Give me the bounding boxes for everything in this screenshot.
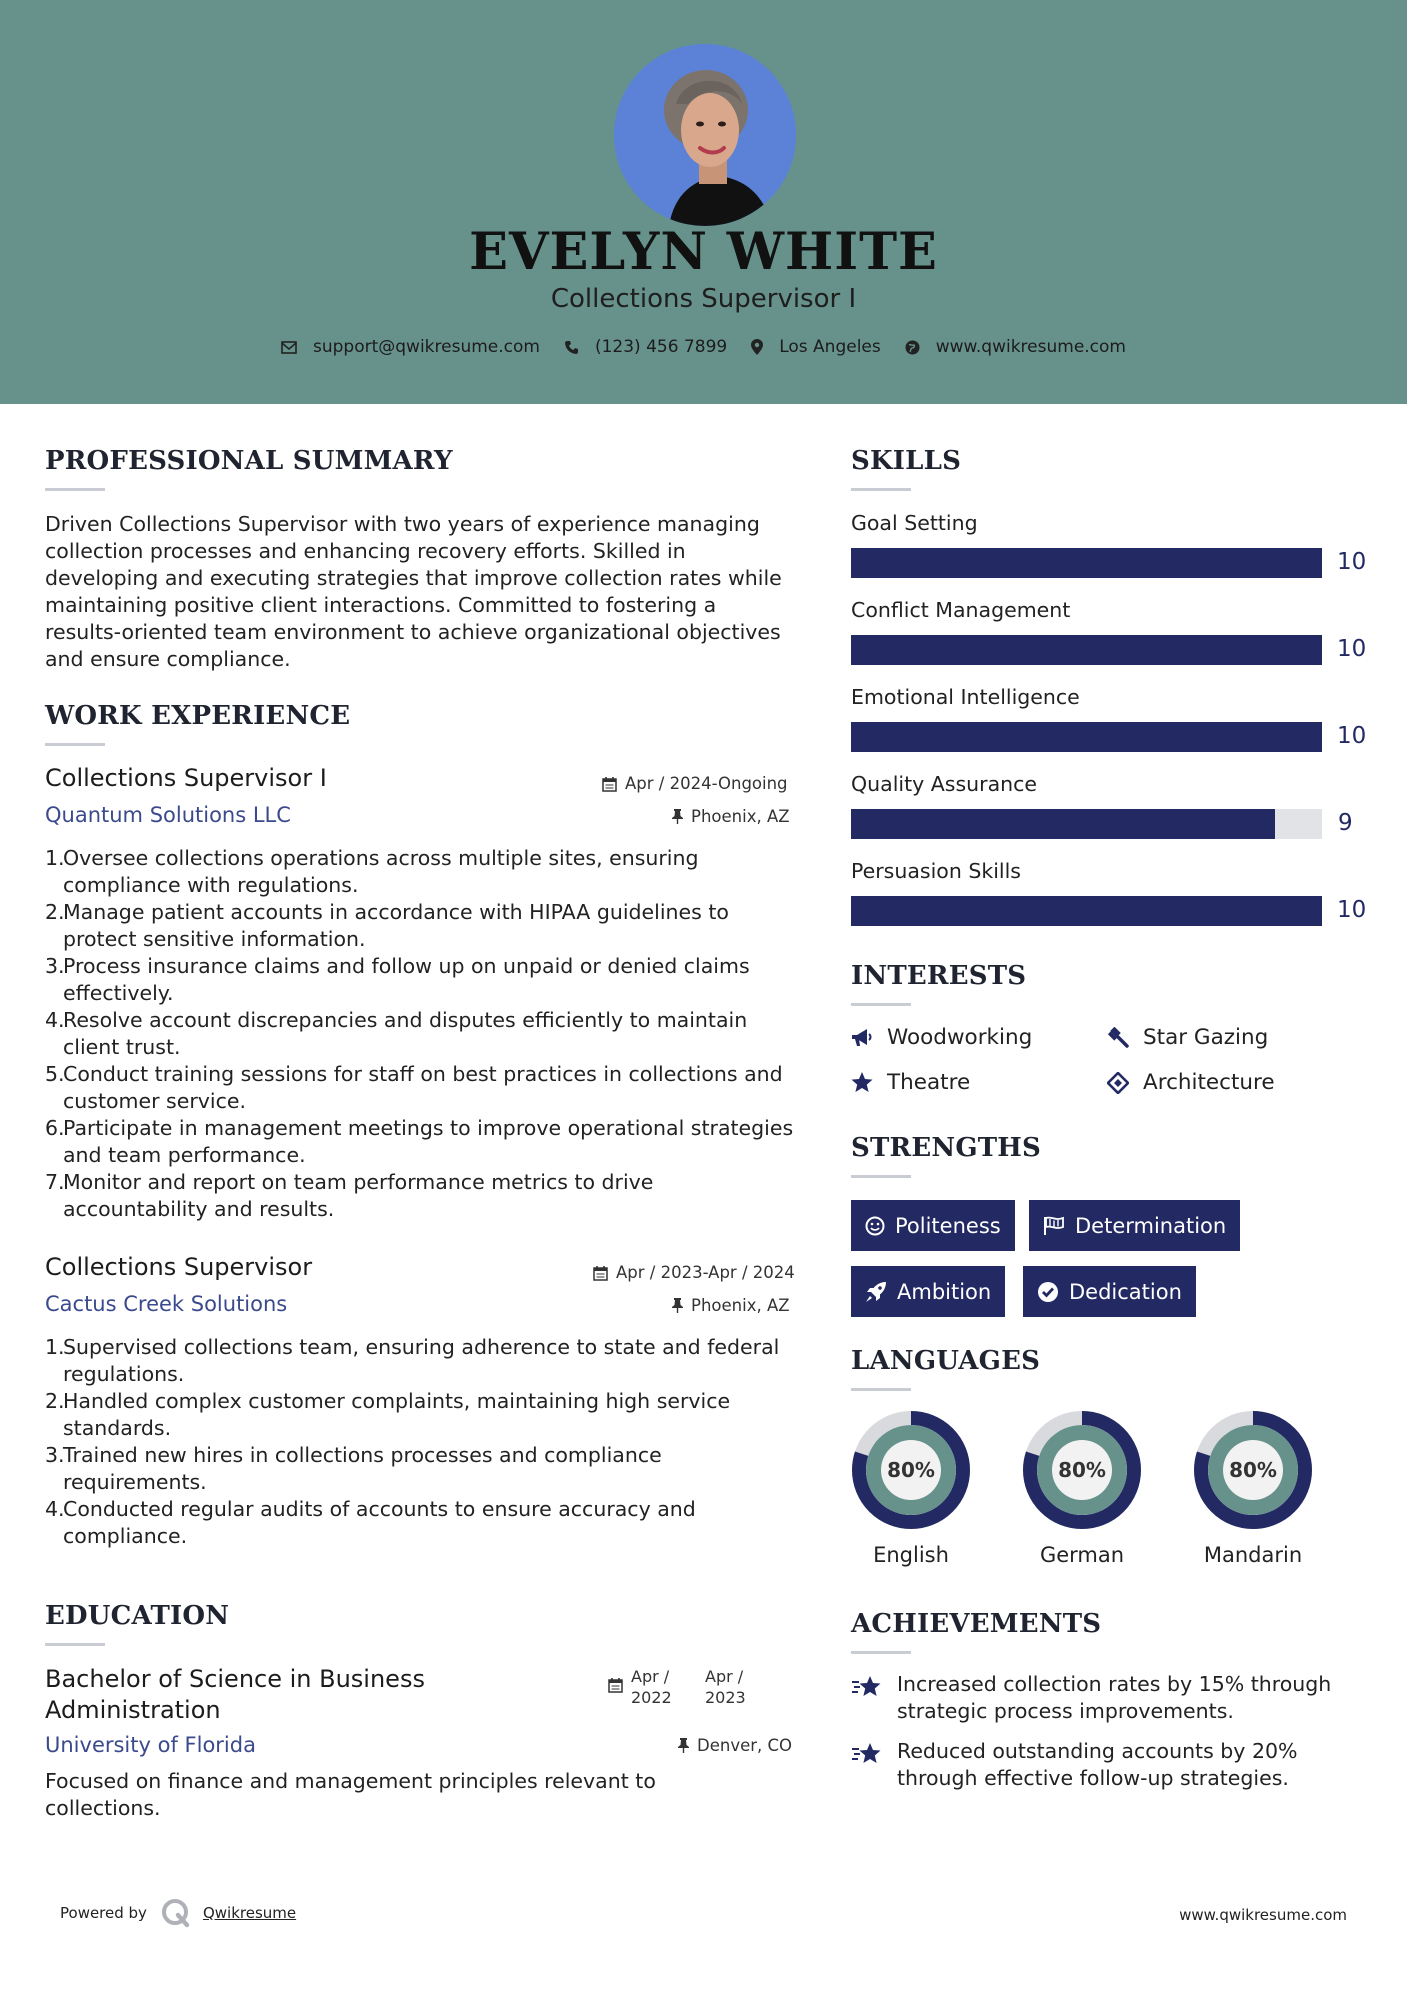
profile-photo [614, 44, 796, 226]
skill-bar [851, 722, 1322, 752]
list-item: 4. Conducted regular audits of accounts to ensure accuracy and compliance. [45, 1497, 696, 1548]
interest-item [851, 1025, 1032, 1050]
skill-name: Persuasion Skills [851, 859, 1021, 883]
skill-bar [851, 548, 1322, 578]
skill-name: Quality Assurance [851, 772, 1038, 796]
megaphone-icon [851, 1028, 873, 1048]
languages-divider [851, 1388, 911, 1391]
star-icon [851, 1072, 873, 1093]
company-name: Cactus Creek Solutions [45, 1292, 288, 1316]
job-dates [593, 1263, 795, 1282]
flag-icon [1043, 1216, 1065, 1236]
interests-divider [851, 1003, 911, 1006]
degree-title: Bachelor of Science in Business Administration [45, 1665, 425, 1724]
contact-phone-text: (123) 456 7899 [594, 337, 728, 357]
interest-item [1107, 1070, 1275, 1095]
strengths-heading: STRENGTHS [851, 1133, 1042, 1163]
skill-bar-fill [851, 809, 1275, 839]
job-location [672, 807, 790, 826]
education-location [678, 1736, 792, 1755]
language-percent-label: 80% [887, 1458, 935, 1482]
list-item: 3. Process insurance claims and follow up on unpaid or denied claims effectively. [45, 954, 750, 1005]
skill-value: 10 [1337, 636, 1367, 662]
skill-value: 10 [1337, 723, 1367, 749]
list-item: 3. Trained new hires in collections processes and compliance requirements. [45, 1443, 662, 1494]
footer-powered-by [60, 1898, 296, 1928]
job-dates [602, 774, 788, 793]
achievement-text: Reduced outstanding accounts by 20% through effective follow-up strategies. [897, 1739, 1298, 1790]
skill-name: Conflict Management [851, 598, 1071, 622]
interest-label: Woodworking [887, 1025, 1033, 1050]
envelope-icon [281, 341, 297, 354]
language-name: Mandarin [1203, 1543, 1303, 1567]
achievements-divider [851, 1651, 911, 1654]
language-name: German [1039, 1543, 1125, 1567]
education-end: Apr / 2023 [705, 1667, 746, 1707]
skill-value: 10 [1337, 549, 1367, 575]
footer-website[interactable]: www.qwikresume.com [1179, 1906, 1347, 1924]
job-location-text: Phoenix, AZ [691, 807, 790, 826]
gavel-icon [1107, 1027, 1129, 1049]
strength-badge [1029, 1200, 1240, 1251]
skill-bar-fill [851, 548, 1322, 578]
education-dates [608, 1666, 763, 1708]
qwikresume-logo-icon [161, 1898, 191, 1928]
strength-badge [851, 1200, 1015, 1251]
candidate-job-title: Collections Supervisor I [550, 284, 857, 314]
skill-bar-fill [851, 635, 1322, 665]
pushpin-icon [678, 1738, 689, 1753]
skill-name: Goal Setting [851, 511, 978, 535]
calendar-icon [608, 1677, 623, 1693]
interest-item [1107, 1025, 1268, 1050]
contact-bar [0, 337, 1407, 357]
job-location [672, 1296, 790, 1315]
smile-icon [865, 1216, 885, 1236]
achievement-text: Increased collection rates by 15% through strategic process improvements. [897, 1672, 1332, 1723]
job-dates-text: Apr / 2023-Apr / 2024 [616, 1263, 795, 1282]
skill-bar-fill [851, 896, 1322, 926]
candidate-name: EVELYN WHITE [469, 222, 938, 282]
globe-icon [905, 340, 920, 355]
language-name: English [873, 1543, 949, 1567]
powered-by-label: Powered by [60, 1904, 147, 1922]
achievement-item [851, 1738, 1351, 1792]
strength-label: Determination [1075, 1213, 1227, 1238]
interests-heading: INTERESTS [851, 961, 1027, 991]
skill-value: 10 [1337, 897, 1367, 923]
skills-heading: SKILLS [851, 446, 962, 476]
interest-label: Architecture [1143, 1070, 1275, 1095]
job-responsibilities [45, 845, 795, 1223]
strengths-divider [851, 1175, 911, 1178]
education-location-text: Denver, CO [697, 1736, 793, 1755]
skill-name: Emotional Intelligence [851, 685, 1080, 709]
summary-heading: PROFESSIONAL SUMMARY [45, 446, 453, 476]
portrait-illustration [614, 44, 796, 226]
job-responsibilities [45, 1334, 805, 1550]
language-ring [1021, 1409, 1143, 1531]
skill-bar [851, 896, 1322, 926]
calendar-icon [602, 776, 617, 792]
summary-divider [45, 488, 105, 491]
education-divider [45, 1643, 105, 1646]
language-ring [1192, 1409, 1314, 1531]
ticket-icon [1107, 1072, 1129, 1094]
education-start: Apr / 2022 [631, 1667, 672, 1707]
contact-location [751, 337, 881, 357]
contact-website-text: www.qwikresume.com [935, 337, 1126, 357]
trophy-star-icon [851, 1740, 885, 1768]
contact-phone[interactable] [564, 337, 727, 357]
list-item: 2. Handled complex customer complaints, maintaining high service standards. [45, 1389, 731, 1440]
summary-text: Driven Collections Supervisor with two years of experience managing collection processes and enhancing recovery efforts. Skilled in developing and executing strategies that improve collection rates while maintaining positive client interactions. Committed to fostering a results-oriented team environment to achieve organizational objectives and ensure compliance. [45, 512, 782, 671]
education-heading: EDUCATION [45, 1601, 230, 1631]
achievement-item [851, 1671, 1351, 1725]
education-description: Focused on finance and management principles relevant to collections. [45, 1769, 656, 1820]
interest-item [851, 1070, 970, 1095]
interest-label: Star Gazing [1143, 1025, 1269, 1050]
contact-email[interactable] [281, 337, 540, 357]
job-title: Collections Supervisor I [45, 764, 327, 792]
skill-bar [851, 635, 1322, 665]
experience-divider [45, 743, 105, 746]
school-name: University of Florida [45, 1733, 256, 1757]
list-item: 2. Manage patient accounts in accordance with HIPAA guidelines to protect sensitive information. [45, 900, 729, 951]
list-item: 4. Resolve account discrepancies and disputes efficiently to maintain client trust. [45, 1008, 748, 1059]
pushpin-icon [672, 809, 683, 824]
language-percent-label: 80% [1058, 1458, 1106, 1482]
list-item: 7. Monitor and report on team performance metrics to drive accountability and results. [45, 1170, 654, 1221]
check-circle-icon [1037, 1281, 1059, 1303]
skill-value: 9 [1338, 810, 1353, 836]
job-title: Collections Supervisor [45, 1253, 313, 1281]
qwikresume-link[interactable]: Qwikresume [202, 1904, 297, 1922]
experience-heading: WORK EXPERIENCE [45, 701, 351, 731]
list-item: 5. Conduct training sessions for staff on best practices in collections and customer service. [45, 1062, 783, 1113]
map-pin-icon [751, 339, 763, 355]
skill-bar [851, 809, 1322, 839]
job-location-text: Phoenix, AZ [691, 1296, 790, 1315]
pushpin-icon [672, 1298, 683, 1313]
phone-icon [564, 340, 579, 355]
skills-divider [851, 488, 911, 491]
achievements-heading: ACHIEVEMENTS [851, 1609, 1102, 1639]
skill-bar-fill [851, 722, 1322, 752]
interest-label: Theatre [887, 1070, 971, 1095]
strength-label: Dedication [1069, 1279, 1182, 1304]
strength-label: Politeness [895, 1213, 1001, 1238]
contact-email-text: support@qwikresume.com [313, 337, 540, 357]
strength-badge [851, 1266, 1005, 1317]
trophy-star-icon [851, 1673, 885, 1701]
languages-heading: LANGUAGES [851, 1346, 1041, 1376]
language-ring [850, 1409, 972, 1531]
contact-location-text: Los Angeles [779, 337, 881, 357]
list-item: 6. Participate in management meetings to improve operational strategies and team performance. [45, 1116, 794, 1167]
job-dates-text: Apr / 2024-Ongoing [625, 774, 788, 793]
strength-badge [1023, 1266, 1196, 1317]
calendar-icon [593, 1265, 608, 1281]
company-name: Quantum Solutions LLC [45, 803, 291, 827]
rocket-icon [865, 1281, 887, 1303]
language-percent-label: 80% [1229, 1458, 1277, 1482]
list-item: 1. Supervised collections team, ensuring adherence to state and federal regulations. [45, 1335, 780, 1386]
contact-website[interactable] [905, 337, 1126, 357]
strength-label: Ambition [897, 1279, 992, 1304]
list-item: 1. Oversee collections operations across multiple sites, ensuring compliance with regulations. [45, 846, 699, 897]
